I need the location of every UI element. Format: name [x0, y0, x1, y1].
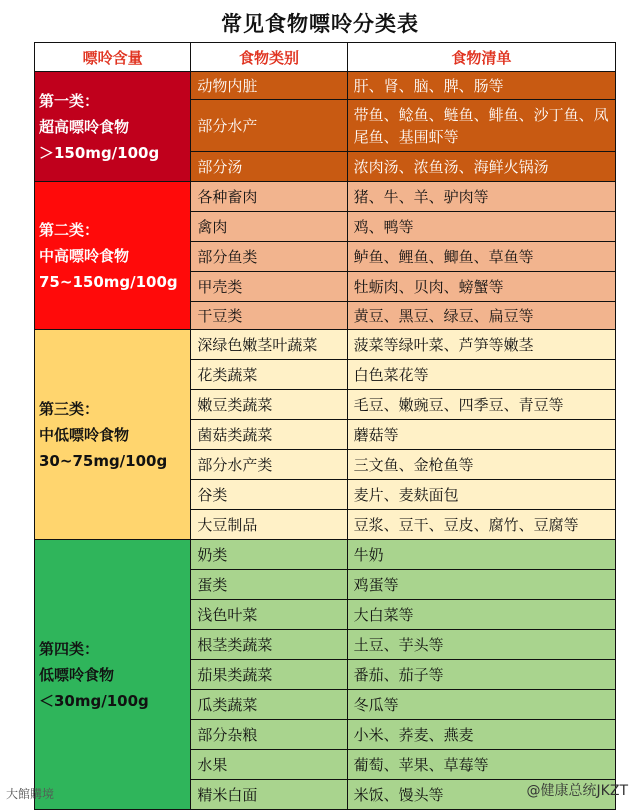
food-list-cell: 鲈鱼、鲤鱼、鲫鱼、草鱼等	[347, 242, 615, 272]
food-list-cell: 鸡、鸭等	[347, 212, 615, 242]
food-category-cell: 部分鱼类	[191, 242, 347, 272]
food-category-cell: 甲壳类	[191, 272, 347, 302]
food-category-cell: 大豆制品	[191, 510, 347, 540]
header-purine-content: 嘌呤含量	[35, 43, 191, 72]
food-list-cell: 蘑菇等	[347, 420, 615, 450]
table-row	[35, 182, 616, 212]
table-header-row	[35, 43, 616, 72]
food-category-cell: 干豆类	[191, 302, 347, 330]
purine-table	[34, 42, 616, 810]
food-category-cell: 部分水产	[191, 100, 347, 152]
food-category-cell: 谷类	[191, 480, 347, 510]
food-category-cell: 禽肉	[191, 212, 347, 242]
level-desc: 超高嘌呤食物	[39, 117, 130, 136]
food-list-cell: 带鱼、鲶鱼、鲢鱼、鲱鱼、沙丁鱼、凤尾鱼、基围虾等	[347, 100, 615, 152]
food-list-cell: 肝、肾、脑、脾、肠等	[347, 72, 615, 100]
purine-level-cell	[35, 330, 191, 540]
food-category-cell: 部分汤	[191, 152, 347, 182]
food-list-cell: 浓肉汤、浓鱼汤、海鲜火锅汤	[347, 152, 615, 182]
level-range: 75~150mg/100g	[39, 272, 178, 291]
food-category-cell: 根茎类蔬菜	[191, 630, 347, 660]
food-list-cell: 黄豆、黑豆、绿豆、扁豆等	[347, 302, 615, 330]
level-desc: 中低嘌呤食物	[39, 425, 130, 444]
page-title: 常见食物嘌呤分类表	[221, 12, 419, 36]
food-category-cell: 蛋类	[191, 570, 347, 600]
level-range: 30~75mg/100g	[39, 451, 168, 470]
food-list-cell: 番茄、茄子等	[347, 660, 615, 690]
purine-level-cell	[35, 540, 191, 810]
watermark-left: 大館購境	[6, 787, 55, 801]
food-list-cell: 三文鱼、金枪鱼等	[347, 450, 615, 480]
food-category-cell: 浅色叶菜	[191, 600, 347, 630]
table-row	[35, 330, 616, 360]
food-category-cell: 精米白面	[191, 780, 347, 810]
food-list-cell: 土豆、芋头等	[347, 630, 615, 660]
food-list-cell: 牡蛎肉、贝肉、螃蟹等	[347, 272, 615, 302]
food-list-cell: 麦片、麦麸面包	[347, 480, 615, 510]
food-list-cell: 菠菜等绿叶菜、芦笋等嫩茎	[347, 330, 615, 360]
food-list-cell: 大白菜等	[347, 600, 615, 630]
food-category-cell: 部分杂粮	[191, 720, 347, 750]
level-desc: 低嘌呤食物	[39, 665, 115, 684]
level-name: 第二类：	[39, 220, 100, 239]
food-category-cell: 花类蔬菜	[191, 360, 347, 390]
food-list-cell: 小米、荞麦、燕麦	[347, 720, 615, 750]
food-list-cell: 牛奶	[347, 540, 615, 570]
level-range: ＜30mg/100g	[39, 691, 149, 710]
food-category-cell: 部分水产类	[191, 450, 347, 480]
table-row	[35, 540, 616, 570]
food-list-cell: 鸡蛋等	[347, 570, 615, 600]
food-list-cell: 豆浆、豆干、豆皮、腐竹、豆腐等	[347, 510, 615, 540]
food-list-cell: 白色菜花等	[347, 360, 615, 390]
level-name: 第一类：	[39, 91, 100, 110]
food-category-cell: 深绿色嫩茎叶蔬菜	[191, 330, 347, 360]
food-category-cell: 菌菇类蔬菜	[191, 420, 347, 450]
food-category-cell: 茄果类蔬菜	[191, 660, 347, 690]
purine-level-cell	[35, 182, 191, 330]
header-food-list: 食物清单	[347, 43, 615, 72]
food-list-cell: 冬瓜等	[347, 690, 615, 720]
food-category-cell: 各种畜肉	[191, 182, 347, 212]
watermark-right: @健康总统JKZT	[526, 783, 628, 799]
table-body	[35, 72, 616, 810]
food-list-cell: 猪、牛、羊、驴肉等	[347, 182, 615, 212]
level-name: 第四类：	[39, 639, 100, 658]
purine-level-cell	[35, 72, 191, 182]
food-category-cell: 瓜类蔬菜	[191, 690, 347, 720]
level-range: ＞150mg/100g	[39, 143, 160, 162]
table-row	[35, 72, 616, 100]
food-category-cell: 奶类	[191, 540, 347, 570]
header-food-category: 食物类别	[191, 43, 347, 72]
food-list-cell: 毛豆、嫩豌豆、四季豆、青豆等	[347, 390, 615, 420]
food-category-cell: 动物内脏	[191, 72, 347, 100]
food-category-cell: 水果	[191, 750, 347, 780]
food-list-cell: 米饭、馒头等	[347, 780, 615, 810]
food-category-cell: 嫩豆类蔬菜	[191, 390, 347, 420]
food-list-cell: 葡萄、苹果、草莓等	[347, 750, 615, 780]
level-desc: 中高嘌呤食物	[39, 246, 130, 265]
level-name: 第三类：	[39, 399, 100, 418]
